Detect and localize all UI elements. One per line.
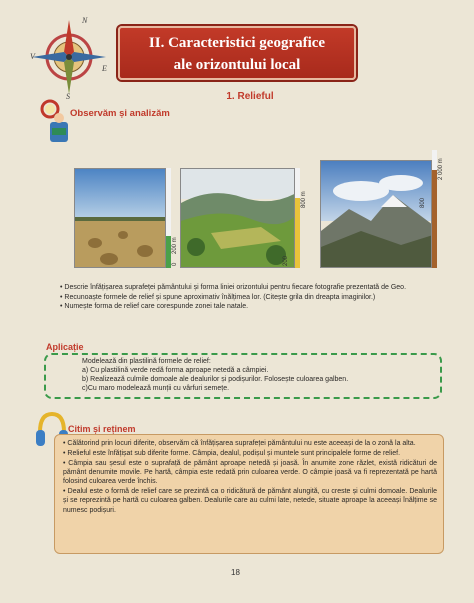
compass-east: E xyxy=(102,64,107,73)
height-scale-mountains xyxy=(420,150,444,268)
observe-heading: Observăm și analizăm xyxy=(70,108,170,119)
reading-paragraph: • Călătorind prin locuri diferite, observăm că înfățișarea suprafeței pământului nu este aceeași de la o zonă la alta. xyxy=(63,440,416,447)
application-heading: Aplicație xyxy=(46,342,84,352)
plain-photo xyxy=(74,168,166,268)
height-scale-hills xyxy=(283,168,307,268)
scale-label-low: 200 xyxy=(283,255,289,266)
compass-west: V xyxy=(30,52,35,61)
scale-label-high: 200 m xyxy=(172,237,178,254)
height-scale-plain xyxy=(166,168,176,268)
instruction-item: • Recunoaște formele de relief și spune aproximativ înălțimea lor. (Citește grila din dreapta imaginilor.) xyxy=(60,293,376,301)
chapter-title-line2: ale orizontului local xyxy=(173,57,301,73)
observe-instructions xyxy=(60,283,440,312)
scale-label-high: 800 m xyxy=(301,191,307,208)
compass-rose-icon xyxy=(26,14,112,100)
application-box xyxy=(44,353,442,399)
magnifier-character-icon xyxy=(40,98,72,151)
chapter-title-banner xyxy=(118,26,356,80)
reading-box xyxy=(54,434,444,554)
application-line: c)Cu maro modelează munții cu vârfuri semețe. xyxy=(82,385,230,392)
reading-heading: Citim și reținem xyxy=(68,424,136,434)
compass-north: N xyxy=(82,16,88,25)
scale-label-low: 0 xyxy=(172,262,178,266)
page-number: 18 xyxy=(231,568,240,577)
mountains-photo xyxy=(320,160,432,268)
chapter-title-line1: II. Caracteristici geografice xyxy=(148,35,326,51)
hills-photo xyxy=(180,168,295,268)
reading-paragraph: • Relieful este înfățișat sub diferite forme. Câmpia, dealul, podișul și muntele sunt principalele forme de relief. xyxy=(63,449,401,457)
application-line: a) Cu plastilină verde redă forma aproape netedă a câmpiei. xyxy=(82,367,269,374)
application-line: b) Realizează culmile domoale ale dealurilor și podișurilor. Folosește culoarea galben. xyxy=(82,376,349,383)
instruction-item: • Numește forma de relief care corespunde zonei tale natale. xyxy=(60,303,249,310)
section-title: 1. Relieful xyxy=(226,91,274,102)
application-line: Modelează din plastilină formele de relief: xyxy=(82,358,211,365)
reading-paragraph: • Câmpia sau șesul este o suprafață de pământ aproape netedă și joasă. În anumite zone răzlet, există ridicături de pământ denumite movile. Pe hartă, câmpia este redată prin culoarea verde. O câmpie joasă va fi reprezentată pe hartă folosind culoarea verde închis. xyxy=(63,459,437,486)
instruction-item: • Descrie înfățișarea suprafeței pământului și forma liniei orizontului pentru fiecare fotografie prezentată de Geo. xyxy=(60,284,407,291)
scale-label-low: 800 xyxy=(420,197,426,208)
reading-paragraph: • Dealul este o formă de relief care se prezintă ca o ridicătură de pământ alungită, cu creste și culmi domoale. Dealurile și se reprezintă pe hartă cu culoarea galben. Dealurile care au culmi late, netede, situate aproape la aceeași înălțime se numesc podișuri. xyxy=(63,487,437,514)
compass-south: S xyxy=(66,92,70,101)
scale-label-high: 2 000 m xyxy=(438,158,444,180)
